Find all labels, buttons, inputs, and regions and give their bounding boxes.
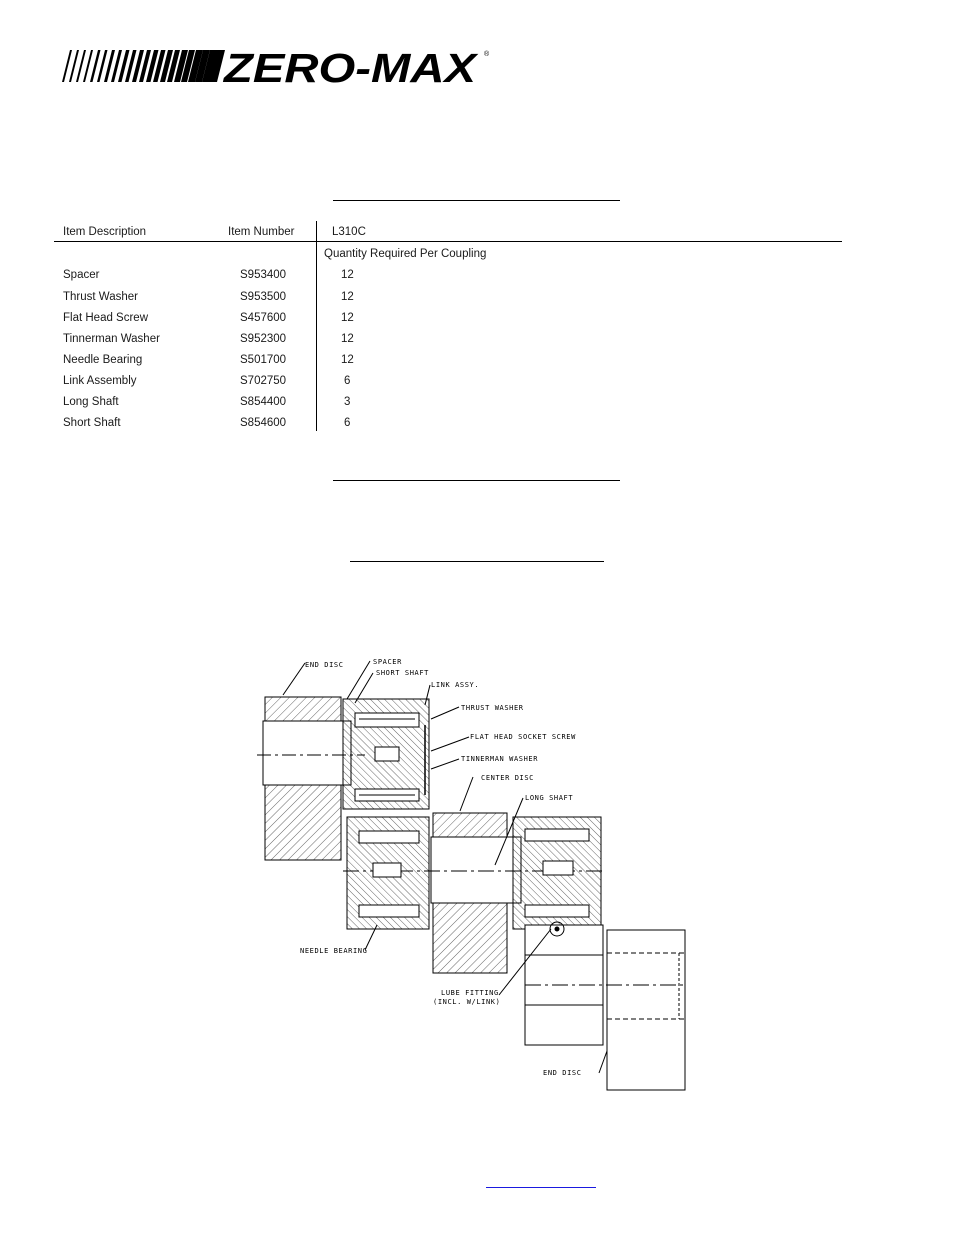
row-item-number: S952300 xyxy=(240,333,287,345)
row-item-number: S953400 xyxy=(240,269,287,281)
row-quantity: 12 xyxy=(341,333,354,345)
row-item-number: S501700 xyxy=(240,354,287,366)
row-quantity: 3 xyxy=(344,396,351,408)
label-thrust-washer: THRUST WASHER xyxy=(461,704,524,712)
footer-link[interactable] xyxy=(486,1187,596,1188)
label-center-disc: CENTER DISC xyxy=(481,774,534,782)
row-item-number: S702750 xyxy=(240,375,287,387)
logo-text: ZERO-MAX xyxy=(222,45,480,88)
quantity-subheader: Quantity Required Per Coupling xyxy=(324,248,487,260)
header-item-description: Item Description xyxy=(63,226,147,238)
row-quantity: 12 xyxy=(341,354,354,366)
row-quantity: 12 xyxy=(341,312,354,324)
row-item-number: S854400 xyxy=(240,396,287,408)
header-item-number: Item Number xyxy=(228,226,295,238)
row-item-number: S953500 xyxy=(240,291,287,303)
label-end-disc-top: END DISC xyxy=(305,661,344,669)
label-long-shaft: LONG SHAFT xyxy=(525,794,574,802)
divider-rule-1 xyxy=(333,200,620,201)
divider-rule-3 xyxy=(350,561,604,562)
row-description: Spacer xyxy=(63,269,100,281)
label-short-shaft: SHORT SHAFT xyxy=(376,669,429,677)
row-quantity: 6 xyxy=(344,375,351,387)
row-description: Flat Head Screw xyxy=(63,312,149,324)
row-item-number: S457600 xyxy=(240,312,287,324)
header-model: L310C xyxy=(332,226,366,238)
row-item-number: S854600 xyxy=(240,417,287,429)
label-spacer: SPACER xyxy=(373,658,402,666)
row-quantity: 12 xyxy=(341,291,354,303)
label-lube-fitting-note: (INCL. W/LINK) xyxy=(433,998,501,1006)
label-needle-bearing: NEEDLE BEARING xyxy=(300,947,368,955)
divider-rule-2 xyxy=(333,480,620,481)
row-quantity: 12 xyxy=(341,269,354,281)
end-disc-bottom-part xyxy=(607,930,685,1090)
row-quantity: 6 xyxy=(344,417,351,429)
table-column-divider xyxy=(316,221,317,431)
table-header-rule xyxy=(54,241,842,242)
label-link-assy: LINK ASSY. xyxy=(431,681,480,689)
row-description: Short Shaft xyxy=(63,417,121,429)
zero-max-logo xyxy=(58,44,498,88)
label-flat-head-socket-screw: FLAT HEAD SOCKET SCREW xyxy=(470,733,576,741)
logo-stripes xyxy=(62,50,225,82)
label-tinnerman-washer: TINNERMAN WASHER xyxy=(461,755,539,763)
coupling-cross-section-drawing xyxy=(255,655,695,1100)
row-description: Tinnerman Washer xyxy=(63,333,160,345)
row-description: Link Assembly xyxy=(63,375,137,387)
end-disc-bore xyxy=(263,721,351,785)
registered-mark: ® xyxy=(484,51,490,58)
row-description: Long Shaft xyxy=(63,396,119,408)
row-description: Thrust Washer xyxy=(63,291,138,303)
label-lube-fitting: LUBE FITTING xyxy=(441,989,499,997)
row-description: Needle Bearing xyxy=(63,354,143,366)
label-end-disc-bottom: END DISC xyxy=(543,1069,582,1077)
